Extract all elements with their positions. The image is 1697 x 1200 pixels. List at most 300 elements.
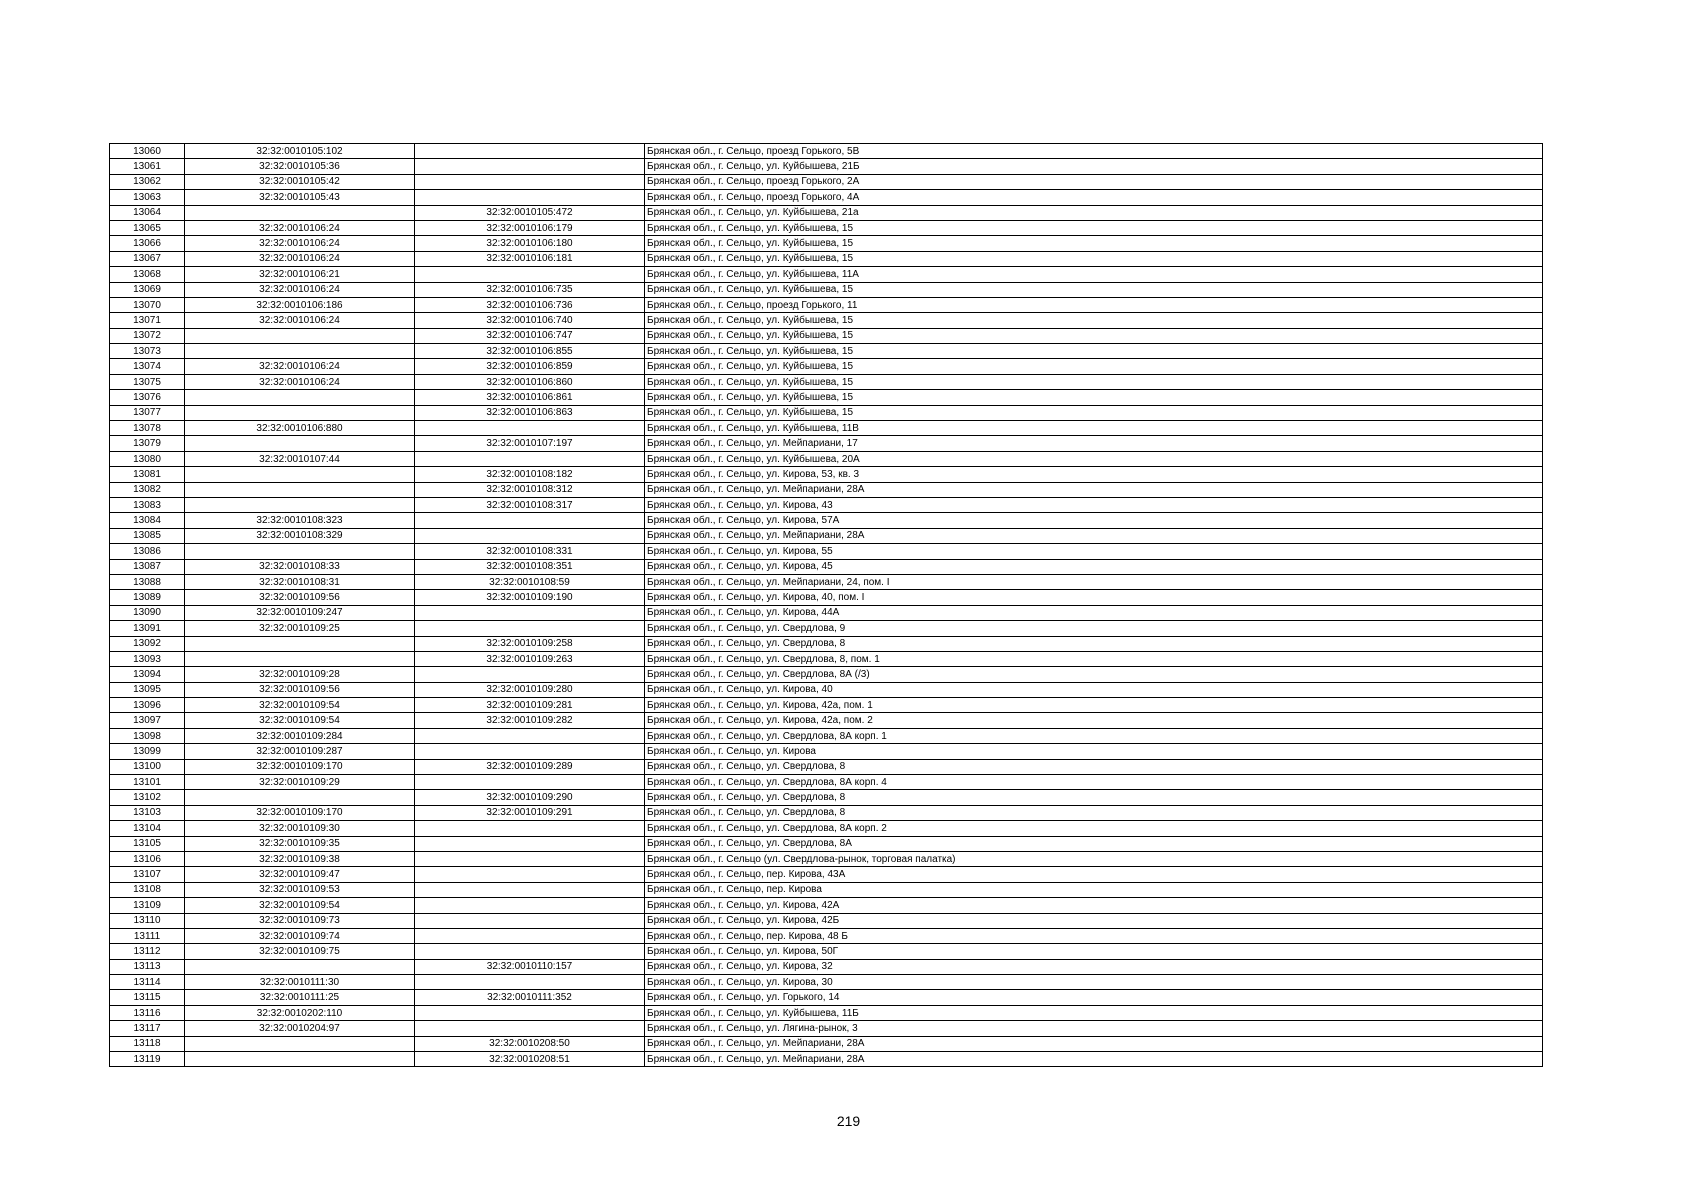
address-cell: Брянская обл., г. Сельцо, ул. Куйбышева, 15 (645, 390, 1543, 405)
object-number-cell (415, 944, 645, 959)
table-row (110, 882, 1543, 897)
address-cell: Брянская обл., г. Сельцо, ул. Куйбышева, 15 (645, 313, 1543, 328)
address-cell: Брянская обл., г. Сельцо, ул. Куйбышева, 15 (645, 220, 1543, 235)
object-number-cell (415, 775, 645, 790)
land-parcel-number-cell: 32:32:0010109:38 (185, 851, 415, 866)
address-cell: Брянская обл., г. Сельцо, ул. Кирова, 40 (645, 682, 1543, 697)
row-number-cell: 13086 (110, 544, 185, 559)
object-number-cell (415, 867, 645, 882)
land-parcel-number-cell: 32:32:0010109:29 (185, 775, 415, 790)
table-row (110, 190, 1543, 205)
address-cell: Брянская обл., г. Сельцо, ул. Мейпариани, 28А (645, 482, 1543, 497)
row-number-cell: 13064 (110, 205, 185, 220)
row-number-cell: 13080 (110, 451, 185, 466)
table-row (110, 574, 1543, 589)
land-parcel-number-cell (185, 436, 415, 451)
row-number-cell: 13114 (110, 975, 185, 990)
table-row (110, 636, 1543, 651)
table-row (110, 744, 1543, 759)
table-row (110, 267, 1543, 282)
land-parcel-number-cell (185, 1052, 415, 1067)
table-row (110, 482, 1543, 497)
table-row (110, 297, 1543, 312)
row-number-cell: 13068 (110, 267, 185, 282)
table-row (110, 851, 1543, 866)
address-cell: Брянская обл., г. Сельцо, ул. Кирова, 45 (645, 559, 1543, 574)
table-row (110, 667, 1543, 682)
land-parcel-number-cell (185, 467, 415, 482)
table-row (110, 328, 1543, 343)
address-cell: Брянская обл., г. Сельцо, ул. Кирова, 50Г (645, 944, 1543, 959)
address-cell: Брянская обл., г. Сельцо, ул. Свердлова, 8 (645, 790, 1543, 805)
table-row (110, 282, 1543, 297)
row-number-cell: 13061 (110, 159, 185, 174)
table-row (110, 405, 1543, 420)
address-cell: Брянская обл., г. Сельцо, ул. Кирова, 32 (645, 959, 1543, 974)
address-cell: Брянская обл., г. Сельцо, ул. Мейпариани, 17 (645, 436, 1543, 451)
object-number-cell: 32:32:0010111:352 (415, 990, 645, 1005)
land-parcel-number-cell: 32:32:0010109:35 (185, 836, 415, 851)
object-number-cell (415, 928, 645, 943)
row-number-cell: 13110 (110, 913, 185, 928)
land-parcel-number-cell: 32:32:0010105:102 (185, 144, 415, 159)
address-cell: Брянская обл., г. Сельцо, ул. Свердлова, 8А корп. 2 (645, 821, 1543, 836)
address-cell: Брянская обл., г. Сельцо, проезд Горького, 4А (645, 190, 1543, 205)
row-number-cell: 13083 (110, 497, 185, 512)
object-number-cell: 32:32:0010109:291 (415, 805, 645, 820)
row-number-cell: 13078 (110, 421, 185, 436)
land-parcel-number-cell: 32:32:0010106:880 (185, 421, 415, 436)
land-parcel-number-cell: 32:32:0010109:170 (185, 759, 415, 774)
land-parcel-number-cell: 32:32:0010204:97 (185, 1021, 415, 1036)
address-cell: Брянская обл., г. Сельцо, ул. Куйбышева, 15 (645, 328, 1543, 343)
land-parcel-number-cell (185, 344, 415, 359)
object-number-cell: 32:32:0010108:182 (415, 467, 645, 482)
address-cell: Брянская обл., г. Сельцо, ул. Куйбышева, 11В (645, 421, 1543, 436)
row-number-cell: 13082 (110, 482, 185, 497)
address-cell: Брянская обл., г. Сельцо, ул. Свердлова, 8 (645, 759, 1543, 774)
land-parcel-number-cell (185, 651, 415, 666)
land-parcel-number-cell (185, 544, 415, 559)
land-parcel-number-cell: 32:32:0010106:24 (185, 251, 415, 266)
object-number-cell: 32:32:0010109:289 (415, 759, 645, 774)
row-number-cell: 13113 (110, 959, 185, 974)
land-parcel-number-cell (185, 636, 415, 651)
land-parcel-number-cell: 32:32:0010107:44 (185, 451, 415, 466)
table-row (110, 390, 1543, 405)
row-number-cell: 13094 (110, 667, 185, 682)
row-number-cell: 13087 (110, 559, 185, 574)
table-row (110, 944, 1543, 959)
registry-table (109, 143, 1543, 1067)
object-number-cell: 32:32:0010106:860 (415, 374, 645, 389)
land-parcel-number-cell: 32:32:0010108:31 (185, 574, 415, 589)
address-cell: Брянская обл., г. Сельцо, проезд Горького, 2А (645, 174, 1543, 189)
table-row (110, 528, 1543, 543)
address-cell: Брянская обл., г. Сельцо, ул. Свердлова, 8А корп. 4 (645, 775, 1543, 790)
row-number-cell: 13100 (110, 759, 185, 774)
row-number-cell: 13093 (110, 651, 185, 666)
land-parcel-number-cell: 32:32:0010111:30 (185, 975, 415, 990)
land-parcel-number-cell: 32:32:0010109:54 (185, 898, 415, 913)
object-number-cell: 32:32:0010108:331 (415, 544, 645, 559)
row-number-cell: 13067 (110, 251, 185, 266)
table-row (110, 698, 1543, 713)
table-row (110, 805, 1543, 820)
table-row (110, 436, 1543, 451)
row-number-cell: 13111 (110, 928, 185, 943)
address-cell: Брянская обл., г. Сельцо, ул. Куйбышева, 15 (645, 251, 1543, 266)
address-cell: Брянская обл., г. Сельцо (ул. Свердлова-рынок, торговая палатка) (645, 851, 1543, 866)
land-parcel-number-cell: 32:32:0010106:186 (185, 297, 415, 312)
land-parcel-number-cell: 32:32:0010109:247 (185, 605, 415, 620)
object-number-cell (415, 267, 645, 282)
table-row (110, 928, 1543, 943)
table-row (110, 1036, 1543, 1051)
table-row (110, 836, 1543, 851)
table-row (110, 590, 1543, 605)
address-cell: Брянская обл., г. Сельцо, ул. Свердлова, 8А корп. 1 (645, 728, 1543, 743)
object-number-cell (415, 1005, 645, 1020)
land-parcel-number-cell: 32:32:0010109:73 (185, 913, 415, 928)
object-number-cell: 32:32:0010106:861 (415, 390, 645, 405)
object-number-cell: 32:32:0010106:181 (415, 251, 645, 266)
row-number-cell: 13063 (110, 190, 185, 205)
land-parcel-number-cell: 32:32:0010202:110 (185, 1005, 415, 1020)
land-parcel-number-cell: 32:32:0010109:56 (185, 590, 415, 605)
address-cell: Брянская обл., г. Сельцо, ул. Свердлова, 8, пом. 1 (645, 651, 1543, 666)
object-number-cell: 32:32:0010109:263 (415, 651, 645, 666)
land-parcel-number-cell: 32:32:0010106:24 (185, 220, 415, 235)
table-row (110, 559, 1543, 574)
object-number-cell (415, 528, 645, 543)
land-parcel-number-cell: 32:32:0010106:24 (185, 313, 415, 328)
table-row (110, 651, 1543, 666)
object-number-cell (415, 898, 645, 913)
row-number-cell: 13095 (110, 682, 185, 697)
object-number-cell: 32:32:0010109:282 (415, 713, 645, 728)
land-parcel-number-cell: 32:32:0010105:36 (185, 159, 415, 174)
address-cell: Брянская обл., г. Сельцо, ул. Лягина-рынок, 3 (645, 1021, 1543, 1036)
address-cell: Брянская обл., г. Сельцо, ул. Кирова, 42Б (645, 913, 1543, 928)
object-number-cell: 32:32:0010106:179 (415, 220, 645, 235)
land-parcel-number-cell (185, 328, 415, 343)
address-cell: Брянская обл., г. Сельцо, ул. Мейпариани, 28А (645, 528, 1543, 543)
address-cell: Брянская обл., г. Сельцо, ул. Кирова, 43 (645, 497, 1543, 512)
table-row (110, 959, 1543, 974)
address-cell: Брянская обл., г. Сельцо, ул. Горького, 14 (645, 990, 1543, 1005)
address-cell: Брянская обл., г. Сельцо, ул. Куйбышева, 15 (645, 344, 1543, 359)
land-parcel-number-cell: 32:32:0010106:24 (185, 374, 415, 389)
table-row (110, 728, 1543, 743)
land-parcel-number-cell (185, 790, 415, 805)
row-number-cell: 13096 (110, 698, 185, 713)
row-number-cell: 13102 (110, 790, 185, 805)
address-cell: Брянская обл., г. Сельцо, ул. Куйбышева, 15 (645, 282, 1543, 297)
object-number-cell: 32:32:0010109:258 (415, 636, 645, 651)
row-number-cell: 13116 (110, 1005, 185, 1020)
row-number-cell: 13109 (110, 898, 185, 913)
row-number-cell: 13118 (110, 1036, 185, 1051)
object-number-cell: 32:32:0010105:472 (415, 205, 645, 220)
object-number-cell: 32:32:0010106:735 (415, 282, 645, 297)
row-number-cell: 13085 (110, 528, 185, 543)
address-cell: Брянская обл., г. Сельцо, ул. Куйбышева, 15 (645, 374, 1543, 389)
object-number-cell: 32:32:0010109:280 (415, 682, 645, 697)
table-row (110, 898, 1543, 913)
address-cell: Брянская обл., г. Сельцо, ул. Кирова, 42А (645, 898, 1543, 913)
object-number-cell: 32:32:0010106:736 (415, 297, 645, 312)
land-parcel-number-cell: 32:32:0010109:54 (185, 713, 415, 728)
table-row (110, 513, 1543, 528)
table-row (110, 144, 1543, 159)
table-row (110, 497, 1543, 512)
page-number: 219 (836, 1113, 861, 1129)
row-number-cell: 13069 (110, 282, 185, 297)
row-number-cell: 13091 (110, 621, 185, 636)
row-number-cell: 13072 (110, 328, 185, 343)
land-parcel-number-cell: 32:32:0010109:30 (185, 821, 415, 836)
object-number-cell: 32:32:0010108:59 (415, 574, 645, 589)
row-number-cell: 13065 (110, 220, 185, 235)
object-number-cell: 32:32:0010107:197 (415, 436, 645, 451)
registry-table-body (110, 144, 1543, 1067)
address-cell: Брянская обл., г. Сельцо, пер. Кирова, 48 Б (645, 928, 1543, 943)
table-row (110, 467, 1543, 482)
address-cell: Брянская обл., г. Сельцо, ул. Свердлова, 9 (645, 621, 1543, 636)
row-number-cell: 13090 (110, 605, 185, 620)
table-row (110, 713, 1543, 728)
row-number-cell: 13081 (110, 467, 185, 482)
row-number-cell: 13119 (110, 1052, 185, 1067)
row-number-cell: 13097 (110, 713, 185, 728)
table-row (110, 174, 1543, 189)
land-parcel-number-cell: 32:32:0010105:43 (185, 190, 415, 205)
object-number-cell: 32:32:0010110:157 (415, 959, 645, 974)
address-cell: Брянская обл., г. Сельцо, ул. Мейпариани, 28А (645, 1052, 1543, 1067)
address-cell: Брянская обл., г. Сельцо, ул. Кирова, 42а, пом. 1 (645, 698, 1543, 713)
table-row (110, 251, 1543, 266)
table-row (110, 1005, 1543, 1020)
address-cell: Брянская обл., г. Сельцо, ул. Куйбышева, 15 (645, 359, 1543, 374)
object-number-cell (415, 728, 645, 743)
land-parcel-number-cell: 32:32:0010108:33 (185, 559, 415, 574)
land-parcel-number-cell: 32:32:0010111:25 (185, 990, 415, 1005)
land-parcel-number-cell (185, 205, 415, 220)
address-cell: Брянская обл., г. Сельцо, ул. Мейпариани, 24, пом. I (645, 574, 1543, 589)
address-cell: Брянская обл., г. Сельцо, ул. Мейпариани, 28А (645, 1036, 1543, 1051)
land-parcel-number-cell (185, 959, 415, 974)
row-number-cell: 13117 (110, 1021, 185, 1036)
table-row (110, 759, 1543, 774)
table-row (110, 790, 1543, 805)
address-cell: Брянская обл., г. Сельцо, ул. Кирова, 55 (645, 544, 1543, 559)
row-number-cell: 13103 (110, 805, 185, 820)
object-number-cell (415, 836, 645, 851)
row-number-cell: 13074 (110, 359, 185, 374)
row-number-cell: 13099 (110, 744, 185, 759)
row-number-cell: 13089 (110, 590, 185, 605)
object-number-cell: 32:32:0010109:281 (415, 698, 645, 713)
land-parcel-number-cell: 32:32:0010109:287 (185, 744, 415, 759)
land-parcel-number-cell: 32:32:0010108:329 (185, 528, 415, 543)
land-parcel-number-cell: 32:32:0010109:54 (185, 698, 415, 713)
object-number-cell: 32:32:0010106:859 (415, 359, 645, 374)
object-number-cell (415, 513, 645, 528)
table-row (110, 374, 1543, 389)
address-cell: Брянская обл., г. Сельцо, ул. Куйбышева, 20А (645, 451, 1543, 466)
row-number-cell: 13071 (110, 313, 185, 328)
address-cell: Брянская обл., г. Сельцо, ул. Кирова, 42а, пом. 2 (645, 713, 1543, 728)
address-cell: Брянская обл., г. Сельцо, ул. Куйбышева, 15 (645, 405, 1543, 420)
land-parcel-number-cell: 32:32:0010105:42 (185, 174, 415, 189)
table-row (110, 344, 1543, 359)
address-cell: Брянская обл., г. Сельцо, ул. Куйбышева, 15 (645, 236, 1543, 251)
row-number-cell: 13092 (110, 636, 185, 651)
object-number-cell: 32:32:0010208:50 (415, 1036, 645, 1051)
row-number-cell: 13098 (110, 728, 185, 743)
row-number-cell: 13060 (110, 144, 185, 159)
object-number-cell (415, 851, 645, 866)
object-number-cell: 32:32:0010109:190 (415, 590, 645, 605)
table-row (110, 775, 1543, 790)
object-number-cell (415, 913, 645, 928)
object-number-cell (415, 159, 645, 174)
table-row (110, 682, 1543, 697)
object-number-cell: 32:32:0010106:855 (415, 344, 645, 359)
object-number-cell (415, 621, 645, 636)
object-number-cell: 32:32:0010108:351 (415, 559, 645, 574)
row-number-cell: 13107 (110, 867, 185, 882)
object-number-cell: 32:32:0010106:863 (415, 405, 645, 420)
object-number-cell: 32:32:0010106:180 (415, 236, 645, 251)
table-row (110, 990, 1543, 1005)
object-number-cell: 32:32:0010109:290 (415, 790, 645, 805)
row-number-cell: 13088 (110, 574, 185, 589)
object-number-cell (415, 190, 645, 205)
address-cell: Брянская обл., г. Сельцо, проезд Горького, 5В (645, 144, 1543, 159)
land-parcel-number-cell: 32:32:0010109:47 (185, 867, 415, 882)
land-parcel-number-cell (185, 497, 415, 512)
row-number-cell: 13105 (110, 836, 185, 851)
address-cell: Брянская обл., г. Сельцо, ул. Свердлова, 8 (645, 636, 1543, 651)
land-parcel-number-cell: 32:32:0010109:170 (185, 805, 415, 820)
table-row (110, 913, 1543, 928)
address-cell: Брянская обл., г. Сельцо, пер. Кирова, 43А (645, 867, 1543, 882)
table-row (110, 1021, 1543, 1036)
address-cell: Брянская обл., г. Сельцо, пер. Кирова (645, 882, 1543, 897)
object-number-cell (415, 1021, 645, 1036)
object-number-cell (415, 144, 645, 159)
address-cell: Брянская обл., г. Сельцо, ул. Куйбышева, 11Б (645, 1005, 1543, 1020)
land-parcel-number-cell: 32:32:0010109:75 (185, 944, 415, 959)
table-row (110, 621, 1543, 636)
land-parcel-number-cell: 32:32:0010106:24 (185, 359, 415, 374)
land-parcel-number-cell: 32:32:0010106:24 (185, 282, 415, 297)
object-number-cell (415, 882, 645, 897)
table-row (110, 159, 1543, 174)
table-row (110, 359, 1543, 374)
row-number-cell: 13115 (110, 990, 185, 1005)
row-number-cell: 13101 (110, 775, 185, 790)
address-cell: Брянская обл., г. Сельцо, ул. Кирова, 40, пом. I (645, 590, 1543, 605)
address-cell: Брянская обл., г. Сельцо, ул. Кирова, 44А (645, 605, 1543, 620)
land-parcel-number-cell (185, 1036, 415, 1051)
address-cell: Брянская обл., г. Сельцо, ул. Свердлова, 8 (645, 805, 1543, 820)
land-parcel-number-cell: 32:32:0010106:24 (185, 236, 415, 251)
address-cell: Брянская обл., г. Сельцо, ул. Кирова, 30 (645, 975, 1543, 990)
address-cell: Брянская обл., г. Сельцо, ул. Свердлова, 8А (/3) (645, 667, 1543, 682)
table-row (110, 421, 1543, 436)
row-number-cell: 13084 (110, 513, 185, 528)
table-row (110, 821, 1543, 836)
land-parcel-number-cell: 32:32:0010109:284 (185, 728, 415, 743)
address-cell: Брянская обл., г. Сельцо, ул. Кирова, 53, кв. 3 (645, 467, 1543, 482)
table-row (110, 313, 1543, 328)
row-number-cell: 13076 (110, 390, 185, 405)
land-parcel-number-cell: 32:32:0010109:56 (185, 682, 415, 697)
object-number-cell (415, 451, 645, 466)
table-row (110, 236, 1543, 251)
row-number-cell: 13112 (110, 944, 185, 959)
object-number-cell (415, 421, 645, 436)
object-number-cell (415, 174, 645, 189)
land-parcel-number-cell (185, 482, 415, 497)
land-parcel-number-cell: 32:32:0010108:323 (185, 513, 415, 528)
object-number-cell (415, 667, 645, 682)
row-number-cell: 13075 (110, 374, 185, 389)
object-number-cell (415, 821, 645, 836)
table-row (110, 1052, 1543, 1067)
object-number-cell: 32:32:0010106:747 (415, 328, 645, 343)
table-row (110, 205, 1543, 220)
address-cell: Брянская обл., г. Сельцо, ул. Куйбышева, 21Б (645, 159, 1543, 174)
table-row (110, 451, 1543, 466)
object-number-cell (415, 605, 645, 620)
row-number-cell: 13073 (110, 344, 185, 359)
address-cell: Брянская обл., г. Сельцо, ул. Свердлова, 8А (645, 836, 1543, 851)
table-row (110, 867, 1543, 882)
object-number-cell: 32:32:0010108:317 (415, 497, 645, 512)
row-number-cell: 13108 (110, 882, 185, 897)
land-parcel-number-cell (185, 405, 415, 420)
address-cell: Брянская обл., г. Сельцо, ул. Куйбышева, 11А (645, 267, 1543, 282)
land-parcel-number-cell (185, 390, 415, 405)
land-parcel-number-cell: 32:32:0010109:25 (185, 621, 415, 636)
land-parcel-number-cell: 32:32:0010109:74 (185, 928, 415, 943)
object-number-cell: 32:32:0010106:740 (415, 313, 645, 328)
row-number-cell: 13070 (110, 297, 185, 312)
row-number-cell: 13077 (110, 405, 185, 420)
address-cell: Брянская обл., г. Сельцо, ул. Кирова (645, 744, 1543, 759)
object-number-cell (415, 744, 645, 759)
land-parcel-number-cell: 32:32:0010109:28 (185, 667, 415, 682)
row-number-cell: 13062 (110, 174, 185, 189)
row-number-cell: 13104 (110, 821, 185, 836)
land-parcel-number-cell: 32:32:0010109:53 (185, 882, 415, 897)
table-row (110, 544, 1543, 559)
address-cell: Брянская обл., г. Сельцо, проезд Горького, 11 (645, 297, 1543, 312)
table-row (110, 975, 1543, 990)
object-number-cell: 32:32:0010208:51 (415, 1052, 645, 1067)
address-cell: Брянская обл., г. Сельцо, ул. Кирова, 57А (645, 513, 1543, 528)
object-number-cell: 32:32:0010108:312 (415, 482, 645, 497)
row-number-cell: 13106 (110, 851, 185, 866)
table-row (110, 605, 1543, 620)
row-number-cell: 13079 (110, 436, 185, 451)
address-cell: Брянская обл., г. Сельцо, ул. Куйбышева, 21а (645, 205, 1543, 220)
table-row (110, 220, 1543, 235)
